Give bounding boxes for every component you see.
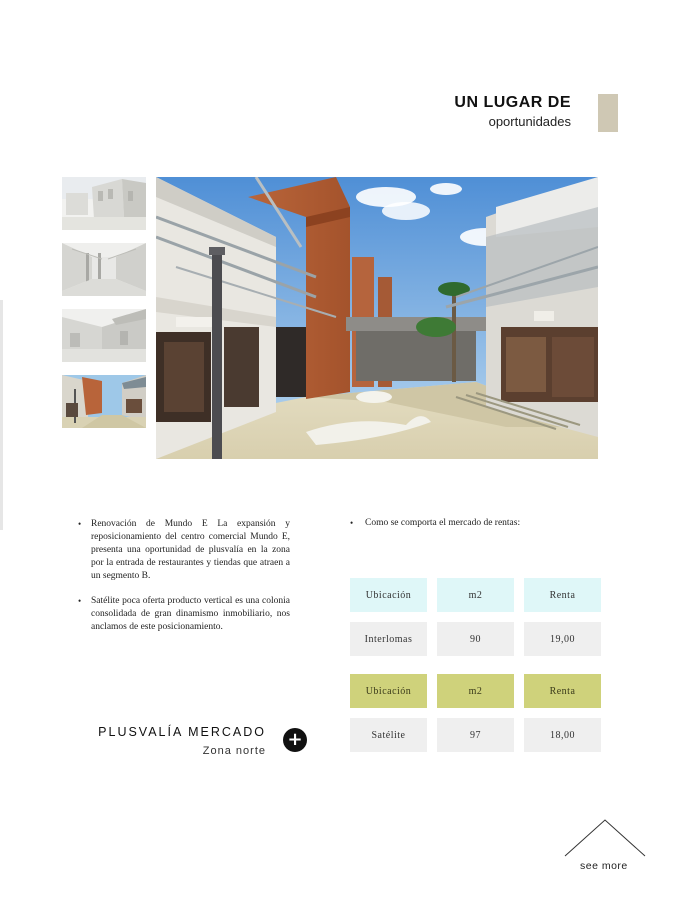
table-header-row xyxy=(350,674,601,708)
plusvalia-title: PLUSVALÍA MERCADO xyxy=(98,725,266,739)
table-row xyxy=(350,622,601,656)
bullet-text: Renovación de Mundo E La expansión y reposicionamiento del centro comercial Mundo E, presenta una oportunidad de plusvalía en la zona por la entrada de restaurantes y tiendas que atraen a un segmento B. xyxy=(91,519,290,581)
column-header-m2: m2 xyxy=(437,674,514,708)
cell-renta: 19,00 xyxy=(524,622,601,656)
bullet-icon: • xyxy=(78,596,82,606)
heading-subtitle: oportunidades xyxy=(488,114,571,129)
see-more-label: see more xyxy=(580,860,628,872)
page-edge-marker xyxy=(0,300,3,530)
list-item xyxy=(78,518,290,583)
list-item xyxy=(78,595,290,634)
section-heading xyxy=(454,93,571,131)
see-more-button[interactable] xyxy=(564,818,646,876)
thumbnail-mall-exterior-sketch[interactable] xyxy=(62,177,146,230)
cell-renta: 18,00 xyxy=(524,718,601,752)
column-header-ubicacion: Ubicación xyxy=(350,674,427,708)
bullet-text: Satélite poca oferta producto vertical es una colonia consolidada de gran dinamismo inmobiliario, nos anclamos de este posicionamiento. xyxy=(91,596,290,632)
heading-accent-block xyxy=(598,94,618,132)
rent-intro-text: Como se comporta el mercado de rentas: xyxy=(365,518,521,528)
column-header-renta: Renta xyxy=(524,674,601,708)
market-bullets xyxy=(78,518,290,646)
thumbnail-mall-color-render[interactable] xyxy=(62,375,146,428)
rent-market-intro xyxy=(350,518,520,528)
thumbnail-mall-plaza-sketch[interactable] xyxy=(62,309,146,362)
bullet-icon: • xyxy=(78,519,82,529)
thumbnail-mall-walkway-sketch[interactable] xyxy=(62,243,146,296)
plus-icon[interactable]: + xyxy=(283,728,307,752)
column-header-ubicacion: Ubicación xyxy=(350,578,427,612)
plusvalia-subtitle: Zona norte xyxy=(202,745,266,757)
table-header-row xyxy=(350,578,601,612)
plusvalia-heading xyxy=(92,724,266,759)
cell-m2: 90 xyxy=(437,622,514,656)
thumbnail-strip xyxy=(62,177,146,441)
rent-tables xyxy=(350,578,601,762)
cell-ubicacion: Satélite xyxy=(350,718,427,752)
table-row xyxy=(350,718,601,752)
column-header-renta: Renta xyxy=(524,578,601,612)
roof-outline-icon xyxy=(564,818,646,858)
cell-m2: 97 xyxy=(437,718,514,752)
cell-ubicacion: Interlomas xyxy=(350,622,427,656)
heading-title: UN LUGAR DE xyxy=(454,94,571,111)
bullet-icon: • xyxy=(350,518,354,528)
main-render-image xyxy=(156,177,598,459)
column-header-m2: m2 xyxy=(437,578,514,612)
